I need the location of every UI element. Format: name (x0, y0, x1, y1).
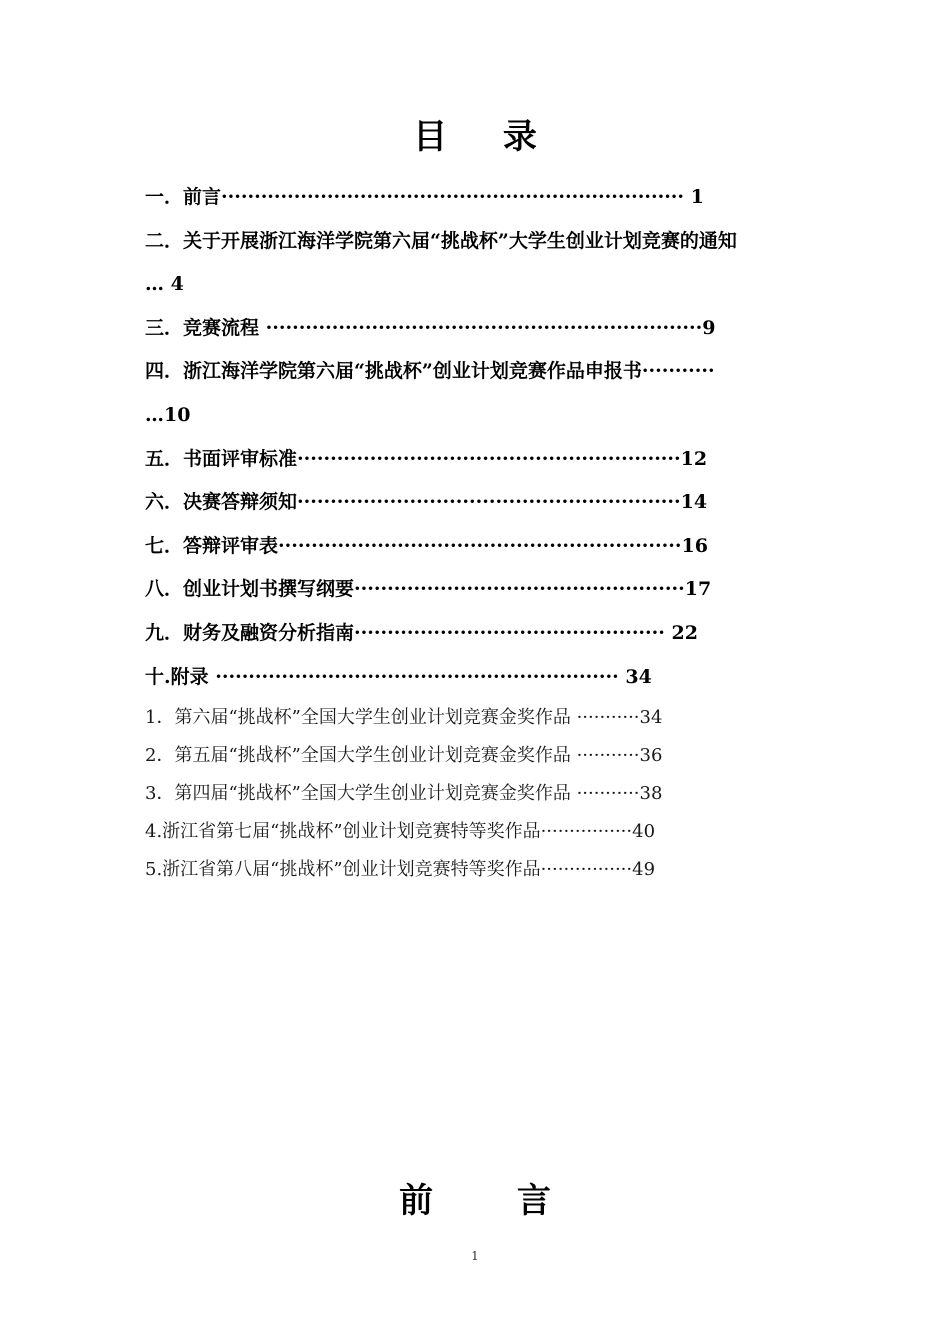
toc-subentry-5: 5.浙江省第八届“挑战杯”创业计划竞赛特等奖作品················49 (145, 859, 656, 881)
toc-entry-7: 七．答辩评审表·····························································16 (145, 534, 708, 557)
toc-title: 目 录 (413, 117, 559, 157)
toc-entry-9: 九．财务及融资分析指南··············································· 22 (145, 621, 698, 644)
toc-subentry-3: 3．第四届“挑战杯”全国大学生创业计划竞赛金奖作品 ···········38 (145, 783, 663, 805)
toc-entry-5: 五．书面评审标准··························································12 (145, 447, 708, 470)
toc-entry-10: 十.附录 ····························································· 34 (145, 665, 652, 688)
toc-list (145, 176, 835, 889)
toc-subentry-1: 1．第六届“挑战杯”全国大学生创业计划竞赛金奖作品 ···········34 (145, 707, 663, 729)
toc-entry-4: 四．浙江海洋学院第六届“挑战杯”创业计划竞赛作品申报书··········· …10 (145, 360, 715, 426)
toc-entry-8: 八．创业计划书撰写纲要··················································17 (145, 578, 712, 601)
toc-entry-3: 三．竞赛流程 ··································································9 (145, 316, 716, 339)
toc-entry-1: 一．前言······································································ 1 (145, 186, 704, 208)
toc-subentry-4: 4.浙江省第七届“挑战杯”创业计划竞赛特等奖作品················40 (145, 821, 656, 843)
page-number: 1 (471, 1249, 479, 1263)
toc-entry-2: 二．关于开展浙江海洋学院第六届“挑战杯”大学生创业计划竞赛的通知 … 4 (145, 229, 737, 296)
toc-entry-6: 六．决赛答辩须知··························································14 (145, 491, 708, 514)
preface-title: 前 言 (399, 1181, 587, 1221)
toc-subentry-2: 2．第五届“挑战杯”全国大学生创业计划竞赛金奖作品 ···········36 (145, 745, 663, 767)
